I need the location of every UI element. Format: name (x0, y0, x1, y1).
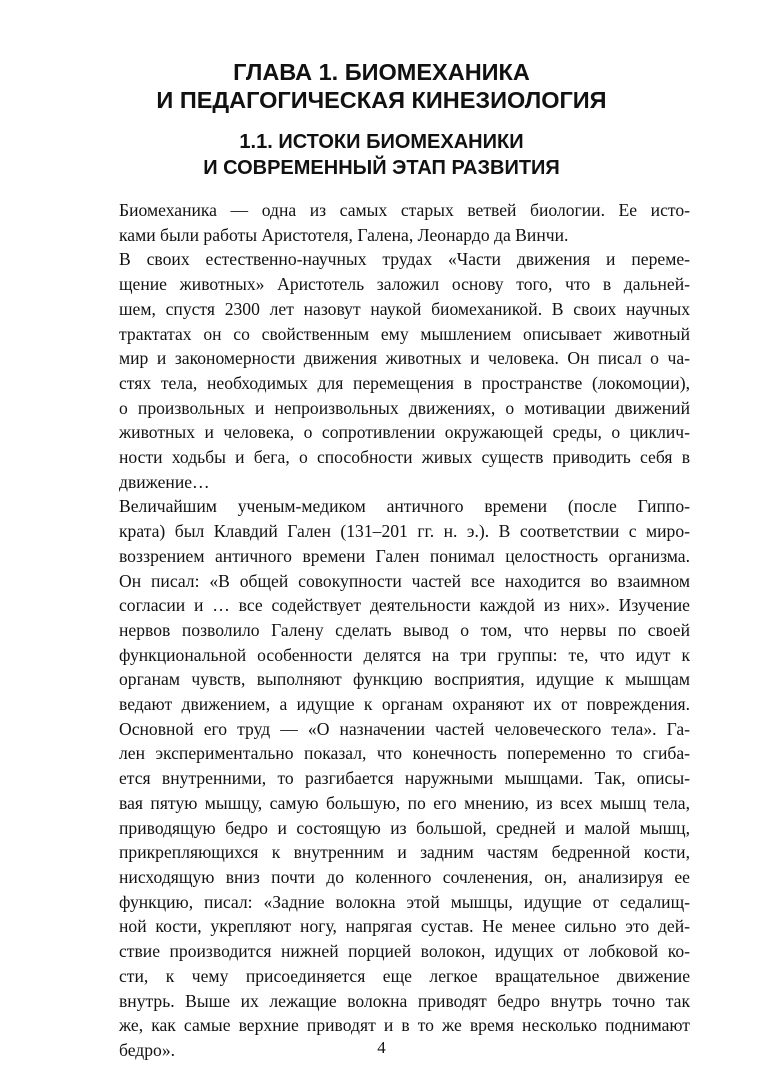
paragraph (73, 494, 690, 1062)
text-line: же, как самые верхние приводят и в то же время несколько поднимают (119, 1015, 690, 1036)
text-line: ется внутренними, то разгибается наружными мышцами. Так, описы- (119, 768, 690, 789)
page-number: 4 (377, 1038, 386, 1057)
chapter-title (60, 58, 703, 114)
chapter-title-line: И ПЕДАГОГИЧЕСКАЯ КИНЕЗИОЛОГИЯ (156, 87, 607, 113)
text-line: лен экспериментально показал, что конечность попеременно то сгиба- (119, 743, 690, 764)
text-line: органам чувств, выполняют функцию восприятия, идущие к мышцам (119, 669, 690, 690)
text-line: трактатах он со свойственным ему мышлением описывает животный (119, 323, 690, 344)
text-line: ками были работы Аристотеля, Галена, Леонардо да Винчи. (119, 224, 569, 245)
text-line: ствие производится нижней порцией волокон, идущих от лобковой ко- (119, 941, 690, 962)
text-line: вая пятую мышцу, самую большую, по его мнению, из всех мышц тела, (119, 792, 690, 813)
text-line: щение животных» Аристотель заложил основу того, что в дальней- (119, 274, 690, 295)
section-title-line: 1.1. ИСТОКИ БИОМЕХАНИКИ (239, 131, 524, 153)
text-line: приводящую бедро и состоящую из большой, средней и малой мышц, (119, 817, 690, 838)
text-line: шем, спустя 2300 лет назовут наукой биомеханикой. В своих научных (119, 298, 690, 319)
text-line: ной кости, укрепляют ногу, напрягая сустав. Не менее сильно это дей- (119, 916, 690, 937)
text-line: сти, к чему присоединяется еще легкое вращательное движение (119, 965, 690, 986)
text-line: о произвольных и непроизвольных движениях, о мотивации движений (119, 397, 690, 418)
text-line: прикрепляющихся к внутренним и задним частям бедренной кости, (119, 842, 690, 863)
text-line: животных и человека, о сопротивлении окружающей среды, о циклич- (119, 422, 690, 443)
text-line: воззрением античного времени Гален понимал целостность организма. (119, 545, 690, 566)
paragraph (73, 198, 690, 247)
text-line: движение… (119, 471, 210, 492)
text-line: мир и закономерности движения животных и человека. Он писал о ча- (119, 348, 690, 369)
text-line: согласии и … все содействует деятельности каждой из них». Изучение (119, 595, 690, 616)
text-line: Он писал: «В общей совокупности частей все находится во взаимном (119, 570, 690, 591)
text-line: нисходящую вниз почти до коленного сочленения, он, анализируя ее (119, 866, 690, 887)
text-line: функциональной особенности делятся на три группы: те, что идут к (119, 644, 690, 665)
text-line: ности ходьбы и бега, о способности живых существ приводить себя в (119, 447, 690, 468)
section-title (60, 129, 703, 181)
text-line: Величайшим ученым-медиком античного времени (после Гиппо- (119, 496, 690, 517)
section-title-line: И СОВРЕМЕННЫЙ ЭТАП РАЗВИТИЯ (203, 157, 560, 179)
text-line: нервов позволило Галену сделать вывод о том, что нервы по своей (119, 619, 690, 640)
body-text (73, 198, 690, 1063)
text-line: функцию, писал: «Задние волокна этой мышцы, идущие от седалищ- (119, 891, 690, 912)
text-line: В своих естественно-научных трудах «Части движения и переме- (119, 249, 690, 270)
text-line: внутрь. Выше их лежащие волокна приводят бедро внутрь точно так (119, 990, 690, 1011)
paragraph (73, 247, 690, 494)
text-line: стях тела, необходимых для перемещения в пространстве (локомоции), (119, 372, 690, 393)
text-line: ведают движением, а идущие к органам охраняют их от повреждения. (119, 694, 690, 715)
text-line: Биомеханика — одна из самых старых ветвей биологии. Ее исто- (119, 200, 690, 220)
text-line: крата) был Клавдий Гален (131–201 гг. н. э.). В соответствии с миро- (119, 521, 690, 542)
chapter-title-line: ГЛАВА 1. БИОМЕХАНИКА (233, 59, 530, 85)
text-line: бедро». (119, 1039, 176, 1060)
text-line: Основной его труд — «О назначении частей человеческого тела». Га- (119, 718, 690, 739)
